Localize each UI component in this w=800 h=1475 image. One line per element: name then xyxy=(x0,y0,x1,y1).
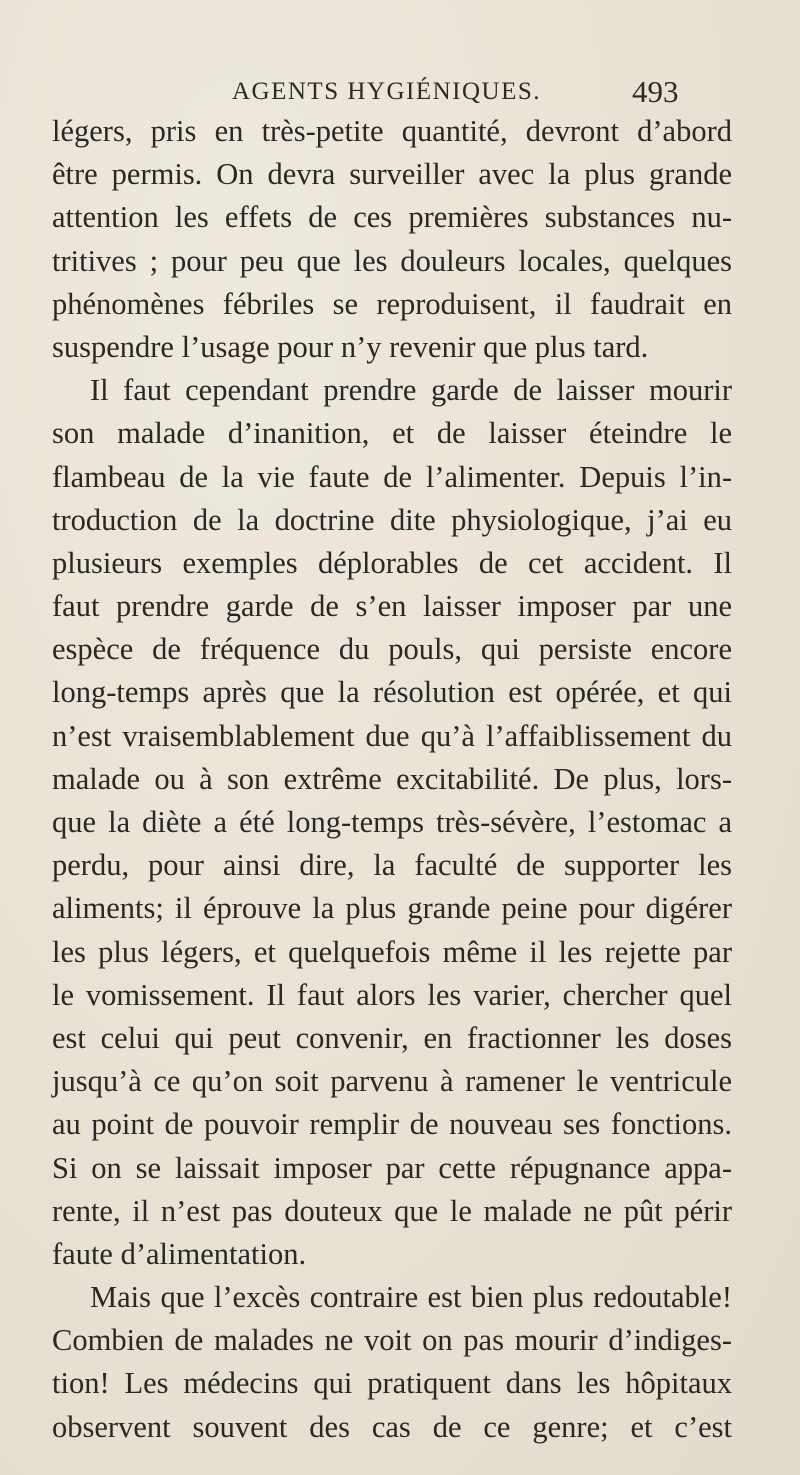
text-line: espèce de fréquence du pouls, qui persiste encore xyxy=(52,632,732,667)
text-line: tion! Les médecins qui pratiquent dans les hôpitaux xyxy=(52,1366,732,1401)
text-line: jusqu’à ce qu’on soit parvenu à ramener le ventricule xyxy=(52,1064,732,1099)
text-line: faute d’alimentation. xyxy=(52,1236,307,1271)
text-line: attention les effets de ces premières substances nu- xyxy=(52,200,732,235)
text-line: observent souvent des cas de ce genre; et c’est xyxy=(52,1409,732,1444)
running-title: AGENTS HYGIÉNIQUES. xyxy=(232,78,542,105)
page-number: 493 xyxy=(632,74,679,109)
text-line: troduction de la doctrine dite physiologique, j’ai eu xyxy=(52,502,732,537)
text-line: Si on se laissait imposer par cette répugnance appa- xyxy=(52,1150,732,1185)
text-line: les plus légers, et quelquefois même il les rejette par xyxy=(52,934,732,969)
text-line: long-temps après que la résolution est opérée, et qui xyxy=(52,675,732,710)
text-line: est celui qui peut convenir, en fractionner les doses xyxy=(52,1020,732,1055)
paragraph-start-line: Il faut cependant prendre garde de laisser mourir xyxy=(90,373,732,408)
text-line: être permis. On devra surveiller avec la plus grande xyxy=(52,157,732,192)
text-line: légers, pris en très-petite quantité, devront d’abord xyxy=(52,114,732,148)
running-header xyxy=(0,74,800,110)
text-line: aliments; il éprouve la plus grande peine pour digérer xyxy=(52,891,732,926)
body-text xyxy=(52,110,732,1449)
paragraph-start-line: Mais que l’excès contraire est bien plus redoutable! xyxy=(90,1280,732,1315)
text-line: plusieurs exemples déplorables de cet accident. Il xyxy=(52,545,732,580)
text-line: suspendre l’usage pour n’y revenir que plus tard. xyxy=(52,329,649,364)
text-line: Combien de malades ne voit on pas mourir d’indiges- xyxy=(52,1323,732,1358)
text-line: flambeau de la vie faute de l’alimenter. Depuis l’in- xyxy=(52,459,732,494)
text-line: n’est vraisemblablement due qu’à l’affaiblissement du xyxy=(52,718,732,753)
text-line: phénomènes fébriles se reproduisent, il faudrait en xyxy=(52,286,732,321)
text-line: rente, il n’est pas douteux que le malade ne pût périr xyxy=(52,1193,732,1228)
text-line: tritives ; pour peu que les douleurs locales, quelques xyxy=(52,243,732,278)
text-line: le vomissement. Il faut alors les varier, chercher quel xyxy=(52,977,732,1012)
text-line: au point de pouvoir remplir de nouveau ses fonctions. xyxy=(52,1107,732,1142)
text-line: faut prendre garde de s’en laisser imposer par une xyxy=(52,589,732,624)
text-line: perdu, pour ainsi dire, la faculté de supporter les xyxy=(52,848,732,883)
text-line: que la diète a été long-temps très-sévère, l’estomac a xyxy=(52,805,732,839)
text-line: malade ou à son extrême excitabilité. De plus, lors- xyxy=(52,761,732,796)
text-line: son malade d’inanition, et de laisser éteindre le xyxy=(52,416,732,451)
